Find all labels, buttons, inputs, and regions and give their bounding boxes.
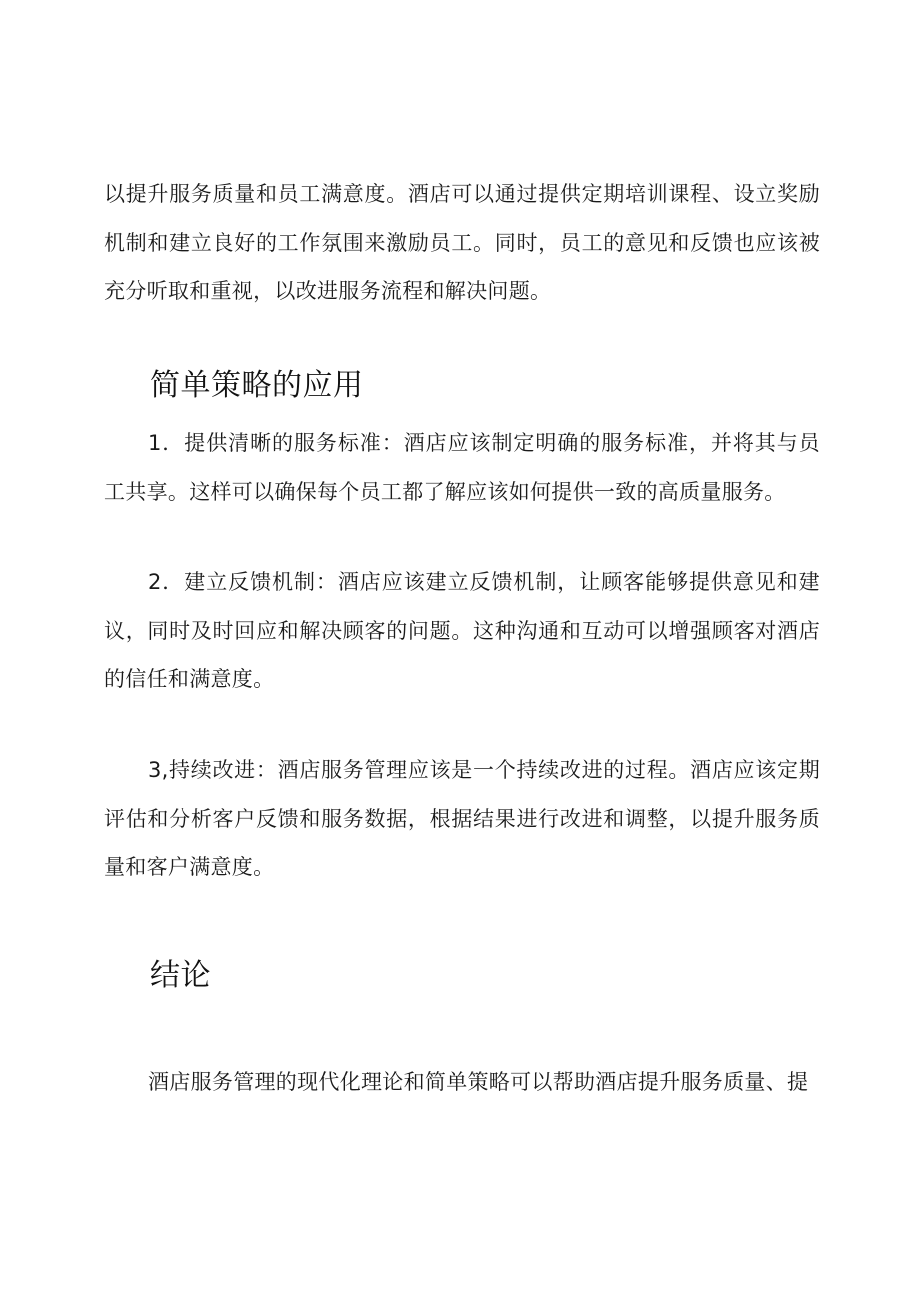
intro-paragraph: 以提升服务质量和员工满意度。酒店可以通过提供定期培训课程、设立奖励机制和建立良好的工作氛围来激励员工。同时，员工的意见和反馈也应该被充分听取和重视，以改进服务流程和解决问题。: [104, 182, 820, 303]
section-heading-conclusion: 结论: [150, 958, 211, 993]
strategy-item-3: 3,持续改进：酒店服务管理应该是一个持续改进的过程。酒店应该定期评估和分析客户反馈和服务数据，根据结果进行改进和调整，以提升服务质量和客户满意度。: [104, 758, 820, 879]
strategy-item-1: 1．提供清晰的服务标准：酒店应该制定明确的服务标准，并将其与员工共享。这样可以确保每个员工都了解应该如何提供一致的高质量服务。: [104, 431, 820, 504]
strategy-item-2: 2．建立反馈机制：酒店应该建立反馈机制，让顾客能够提供意见和建议，同时及时回应和解决顾客的问题。这种沟通和互动可以增强顾客对酒店的信任和满意度。: [104, 570, 820, 691]
section-heading-strategy: 简单策略的应用: [150, 368, 364, 403]
conclusion-paragraph: 酒店服务管理的现代化理论和简单策略可以帮助酒店提升服务质量、提: [148, 1070, 809, 1094]
